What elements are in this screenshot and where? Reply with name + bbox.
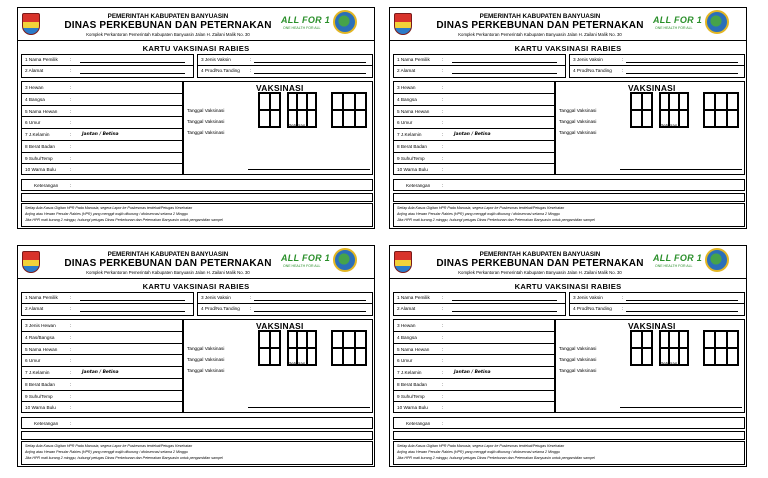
vaccine-info-box [569,54,745,78]
animal-sex-field[interactable]: 7 J.Kelamin : Jantan / Betina [22,129,182,141]
field-label: 4 Prod/No.Tanding [573,68,612,73]
header-dept: DINAS PERKEBUNAN DAN PETERNAKAN [436,258,644,269]
header-divider [18,40,374,41]
field-label: 2 Alamat [397,306,416,311]
date-grid[interactable] [630,92,653,128]
animal-field[interactable]: 5 Nama Hewan : [394,106,554,118]
owner-name-field[interactable]: 1 Nama Pemilik : [22,293,193,304]
field-label: 4 Bangsa [25,96,45,102]
vaccination-date-label: Tanggal Vaksinasi [559,357,597,362]
header-divider [390,40,746,41]
owner-box [393,54,566,78]
rabies-card [17,245,375,467]
owner-box [393,292,566,316]
animal-field[interactable]: 10 Warna Bulu : [25,405,72,411]
badge-subtext: ONE HEALTH FOR ALL [655,264,693,268]
all-for-one-logo [281,10,357,36]
animal-sex-field[interactable]: 7 J.Kelamin : Jantan / Betina [394,367,554,379]
field-label: 6 Umur [397,120,413,126]
officer-signature-line[interactable] [248,407,370,408]
officer-label: Petugas [288,123,306,128]
badge-subtext: ONE HEALTH FOR ALL [283,26,321,30]
animal-field[interactable]: 4 Ras/Bangsa : [22,332,182,344]
header-gov: PEMERINTAH KABUPATEN BANYUASIN [479,13,601,20]
animal-sex-field[interactable]: 7 J.Kelamin : Jantan / Betina [22,367,182,379]
date-grid[interactable] [703,330,739,366]
blank-note-line[interactable] [21,431,373,440]
badge-subtext: ONE HEALTH FOR ALL [283,264,321,268]
field-label: 4 Bangsa [397,96,417,102]
field-label: 4 Prod/No.Tanding [573,306,612,311]
vaccine-info-box [569,292,745,316]
animal-field[interactable]: 3 Hewan : [394,82,554,94]
warning-text: Anjing atau Hewan Penular Rabies (HPR) yang menggit wajib dikurung / diobservasi selama 2 Minggu [25,212,188,216]
note-field[interactable]: Keterangan : [21,417,373,429]
field-label: 5 Nama Hewan [397,108,430,114]
rabies-card [389,7,747,229]
vaccination-box [183,319,373,413]
header-gov: PEMERINTAH KABUPATEN BANYUASIN [107,13,229,20]
field-label: 2 Alamat [25,68,44,73]
field-label: 4 Prod/No.Tanding [201,306,240,311]
field-label: 3 Jenis Vaksin [201,295,231,300]
owner-box [21,54,194,78]
animal-box [21,319,183,413]
vaccination-title: VAKSINASI [628,83,676,93]
animal-field[interactable]: 5 Nama Hewan : [394,344,554,356]
header-address: Komplek Perkantoran Pemerintah Kabupaten Banyuasin Jalan H. Zailani Malik No. 30 [86,270,250,275]
note-field[interactable]: Keterangan : [393,417,745,429]
card-title: KARTU VAKSINASI RABIES [514,44,622,53]
field-label: 6 Umur [397,358,413,364]
vaccination-box [555,319,745,413]
vaccination-title: VAKSINASI [256,321,304,331]
warning-text: Setiap Ada Kasus Gigitan HPR Pada Manusia, segera Lapor ke Puskesmas terdekat/Petugas Kesehatan [397,444,565,448]
field-label: 6 Umur [25,120,41,126]
field-label: 10 Warna Bulu [25,167,56,173]
note-label: Keterangan [406,183,431,188]
animal-field[interactable]: 4 Bangsa : [394,94,554,106]
note-label: Keterangan [34,421,59,426]
header-address: Komplek Perkantoran Pemerintah Kabupaten Banyuasin Jalan H. Zailani Malik No. 30 [86,32,250,37]
vaccine-batch-field[interactable]: 4 Prod/No.Tanding : [570,304,744,315]
warning-text: Setiap Ada Kasus Gigitan HPR Pada Manusia, segera Lapor ke Puskesmas terdekat/Petugas Kesehatan [25,206,193,210]
field-label: 3 Jenis Vaksin [573,295,603,300]
owner-box [21,292,194,316]
field-label: 1 Nama Pemilik [25,295,58,300]
field-label: 9 Suhu/Temp [397,393,425,399]
animal-field[interactable]: 10 Warna Bulu : [397,167,444,173]
field-label: 6 Umur [25,358,41,364]
sex-value: Jantan / Betina [454,370,491,375]
field-label: 4 Prod/No.Tanding [201,68,240,73]
note-label: Keterangan [34,183,59,188]
all-for-one-logo [653,10,729,36]
field-label: 10 Warna Bulu [25,405,56,411]
warning-text: Anjing atau Hewan Penular Rabies (HPR) yang menggit wajib dikurung / diobservasi selama 2 Minggu [397,212,560,216]
warning-text: Jika HPR mati kurang 2 minggu, hubungi petugas Dinas Perkebunan dan Peternakan Banyuasin untuk pengambilan sampel [25,456,223,460]
animal-field[interactable]: 8 Berat Badan : [394,141,554,153]
animal-field[interactable]: 8 Berat Badan : [22,379,182,391]
field-label: 8 Berat Badan [397,381,427,387]
date-grid[interactable] [630,330,653,366]
animal-field[interactable]: 9 Suhu/Temp : [394,391,554,403]
owner-name-field[interactable]: 1 Nama Pemilik : [394,293,565,304]
field-label: 3 Hewan [397,323,416,328]
badge-text: ALL FOR 1 [653,15,703,25]
field-label: 5 Nama Hewan [25,346,58,352]
animal-field[interactable]: 6 Umur : [394,117,554,129]
globe-icon [333,248,357,272]
animal-sex-field[interactable]: 7 J.Kelamin : Jantan / Betina [394,129,554,141]
owner-address-field[interactable]: 2 Alamat : [394,66,565,77]
animal-box [393,319,555,413]
field-label: 4 Ras/Bangsa [25,334,55,340]
vaccination-box [555,81,745,175]
field-label: 5 Nama Hewan [397,346,430,352]
animal-field[interactable]: 4 Bangsa : [394,332,554,344]
field-label: 3 Jenis Hewan [25,323,56,328]
officer-label: Petugas [660,123,678,128]
field-label: 7 J.Kelamin [397,370,422,375]
vaccination-date-label: Tanggal Vaksinasi [187,108,225,113]
field-label: 10 Warna Bulu [397,405,428,411]
vaccine-batch-field[interactable]: 4 Prod/No.Tanding : [198,304,372,315]
date-grid[interactable] [331,330,367,366]
vaccination-box [183,81,373,175]
field-label: 9 Suhu/Temp [397,155,425,161]
animal-field[interactable]: 9 Suhu/Temp : [22,153,182,165]
header-dept: DINAS PERKEBUNAN DAN PETERNAKAN [64,20,272,31]
warning-text: Anjing atau Hewan Penular Rabies (HPR) yang menggit wajib dikurung / diobservasi selama 2 Minggu [397,450,560,454]
field-label: 1 Nama Pemilik [397,57,430,62]
animal-field[interactable]: 9 Suhu/Temp : [394,153,554,165]
vaccine-info-box [197,54,373,78]
animal-field[interactable]: 3 Hewan : [22,82,182,94]
vaccination-date-label: Tanggal Vaksinasi [559,130,597,135]
blank-note-line[interactable] [393,193,745,202]
header-divider [390,278,746,279]
vaccination-date-label: Tanggal Vaksinasi [187,357,225,362]
field-label: 4 Bangsa [397,334,417,340]
animal-box [393,81,555,175]
date-grid[interactable] [703,92,739,128]
vaccination-date-label: Tanggal Vaksinasi [559,119,597,124]
warning-text: Anjing atau Hewan Penular Rabies (HPR) yang menggit wajib dikurung / diobservasi selama 2 Minggu [25,450,188,454]
animal-field[interactable]: 6 Umur : [22,355,182,367]
field-label: 5 Nama Hewan [25,108,58,114]
vaccination-date-label: Tanggal Vaksinasi [559,346,597,351]
animal-field[interactable]: 6 Umur : [394,355,554,367]
field-label: 7 J.Kelamin [25,132,50,137]
sex-value: Jantan / Betina [82,370,119,375]
field-label: 7 J.Kelamin [25,370,50,375]
header-address: Komplek Perkantoran Pemerintah Kabupaten Banyuasin Jalan H. Zailani Malik No. 30 [458,270,622,275]
header-dept: DINAS PERKEBUNAN DAN PETERNAKAN [436,20,644,31]
owner-name-field[interactable]: 1 Nama Pemilik : [22,55,193,66]
date-grid[interactable] [258,330,281,366]
animal-field[interactable]: 3 Hewan : [394,320,554,332]
vaccination-date-label: Tanggal Vaksinasi [187,130,225,135]
field-label: 3 Jenis Vaksin [201,57,231,62]
animal-field[interactable]: 5 Nama Hewan : [22,106,182,118]
all-for-one-logo [281,248,357,274]
animal-field[interactable]: 10 Warna Bulu : [25,167,72,173]
header-gov: PEMERINTAH KABUPATEN BANYUASIN [479,251,601,258]
warning-text: Setiap Ada Kasus Gigitan HPR Pada Manusia, segera Lapor ke Puskesmas terdekat/Petugas Kesehatan [397,206,565,210]
field-label: 9 Suhu/Temp [25,155,53,161]
officer-signature-line[interactable] [248,169,370,170]
date-grid[interactable] [258,92,281,128]
header-gov: PEMERINTAH KABUPATEN BANYUASIN [107,251,229,258]
badge-text: ALL FOR 1 [281,253,331,263]
officer-label: Petugas [288,361,306,366]
animal-field[interactable]: 9 Suhu/Temp : [22,391,182,403]
warning-text: Jika HPR mati kurang 2 minggu, hubungi petugas Dinas Perkebunan dan Peternakan Banyuasin untuk pengambilan sampel [25,218,223,222]
note-field[interactable]: Keterangan : [393,179,745,191]
rabies-card [17,7,375,229]
owner-address-field[interactable]: 2 Alamat : [22,304,193,315]
animal-field[interactable]: 3 Jenis Hewan : [22,320,182,332]
officer-label: Petugas [660,361,678,366]
header-dept: DINAS PERKEBUNAN DAN PETERNAKAN [64,258,272,269]
animal-field[interactable]: 10 Warna Bulu : [397,405,444,411]
all-for-one-logo [653,248,729,274]
vaccine-batch-field[interactable]: 4 Prod/No.Tanding : [570,66,744,77]
warning-text: Jika HPR mati kurang 2 minggu, hubungi petugas Dinas Perkebunan dan Peternakan Banyuasin untuk pengambilan sampel [397,456,595,460]
badge-text: ALL FOR 1 [653,253,703,263]
field-label: 3 Jenis Vaksin [573,57,603,62]
field-label: 9 Suhu/Temp [25,393,53,399]
field-label: 7 J.Kelamin [397,132,422,137]
header-divider [18,278,374,279]
vaccine-type-field[interactable]: 3 Jenis Vaksin : [198,55,372,66]
badge-subtext: ONE HEALTH FOR ALL [655,26,693,30]
field-label: 8 Berat Badan [25,143,55,149]
field-label: 2 Alamat [397,68,416,73]
card-title: KARTU VAKSINASI RABIES [142,44,250,53]
globe-icon [333,10,357,34]
field-label: 3 Hewan [25,85,44,90]
blank-note-line[interactable] [21,193,373,202]
vaccination-date-label: Tanggal Vaksinasi [559,108,597,113]
owner-name-field[interactable]: 1 Nama Pemilik : [394,55,565,66]
card-title: KARTU VAKSINASI RABIES [514,282,622,291]
sex-value: Jantan / Betina [82,132,119,137]
warning-box [393,441,745,465]
animal-field[interactable]: 4 Bangsa : [22,94,182,106]
vaccination-date-label: Tanggal Vaksinasi [187,346,225,351]
sex-value: Jantan / Betina [454,132,491,137]
vaccine-type-field[interactable]: 3 Jenis Vaksin : [570,293,744,304]
animal-field[interactable]: 6 Umur : [22,117,182,129]
field-label: 8 Berat Badan [397,143,427,149]
warning-box [21,203,373,227]
field-label: 3 Hewan [397,85,416,90]
globe-icon [705,248,729,272]
warning-box [21,441,373,465]
note-label: Keterangan [406,421,431,426]
animal-field[interactable]: 5 Nama Hewan : [22,344,182,356]
badge-text: ALL FOR 1 [281,15,331,25]
warning-box [393,203,745,227]
officer-signature-line[interactable] [620,407,742,408]
owner-address-field[interactable]: 2 Alamat : [22,66,193,77]
date-grid[interactable] [331,92,367,128]
vaccine-type-field[interactable]: 3 Jenis Vaksin : [198,293,372,304]
vaccination-date-label: Tanggal Vaksinasi [559,368,597,373]
globe-icon [705,10,729,34]
vaccination-date-label: Tanggal Vaksinasi [187,368,225,373]
vaccine-type-field[interactable]: 3 Jenis Vaksin : [570,55,744,66]
vaccination-title: VAKSINASI [628,321,676,331]
field-label: 8 Berat Badan [25,381,55,387]
field-label: 1 Nama Pemilik [397,295,430,300]
owner-address-field[interactable]: 2 Alamat : [394,304,565,315]
warning-text: Setiap Ada Kasus Gigitan HPR Pada Manusia, segera Lapor ke Puskesmas terdekat/Petugas Kesehatan [25,444,193,448]
field-label: 10 Warna Bulu [397,167,428,173]
animal-field[interactable]: 8 Berat Badan : [22,141,182,153]
vaccination-date-label: Tanggal Vaksinasi [187,119,225,124]
warning-text: Jika HPR mati kurang 2 minggu, hubungi petugas Dinas Perkebunan dan Peternakan Banyuasin untuk pengambilan sampel [397,218,595,222]
blank-note-line[interactable] [393,431,745,440]
header-address: Komplek Perkantoran Pemerintah Kabupaten Banyuasin Jalan H. Zailani Malik No. 30 [458,32,622,37]
vaccine-batch-field[interactable]: 4 Prod/No.Tanding : [198,66,372,77]
note-field[interactable]: Keterangan : [21,179,373,191]
field-label: 1 Nama Pemilik [25,57,58,62]
vaccination-title: VAKSINASI [256,83,304,93]
rabies-card [389,245,747,467]
field-label: 2 Alamat [25,306,44,311]
animal-box [21,81,183,175]
officer-signature-line[interactable] [620,169,742,170]
card-title: KARTU VAKSINASI RABIES [142,282,250,291]
animal-field[interactable]: 8 Berat Badan : [394,379,554,391]
vaccine-info-box [197,292,373,316]
